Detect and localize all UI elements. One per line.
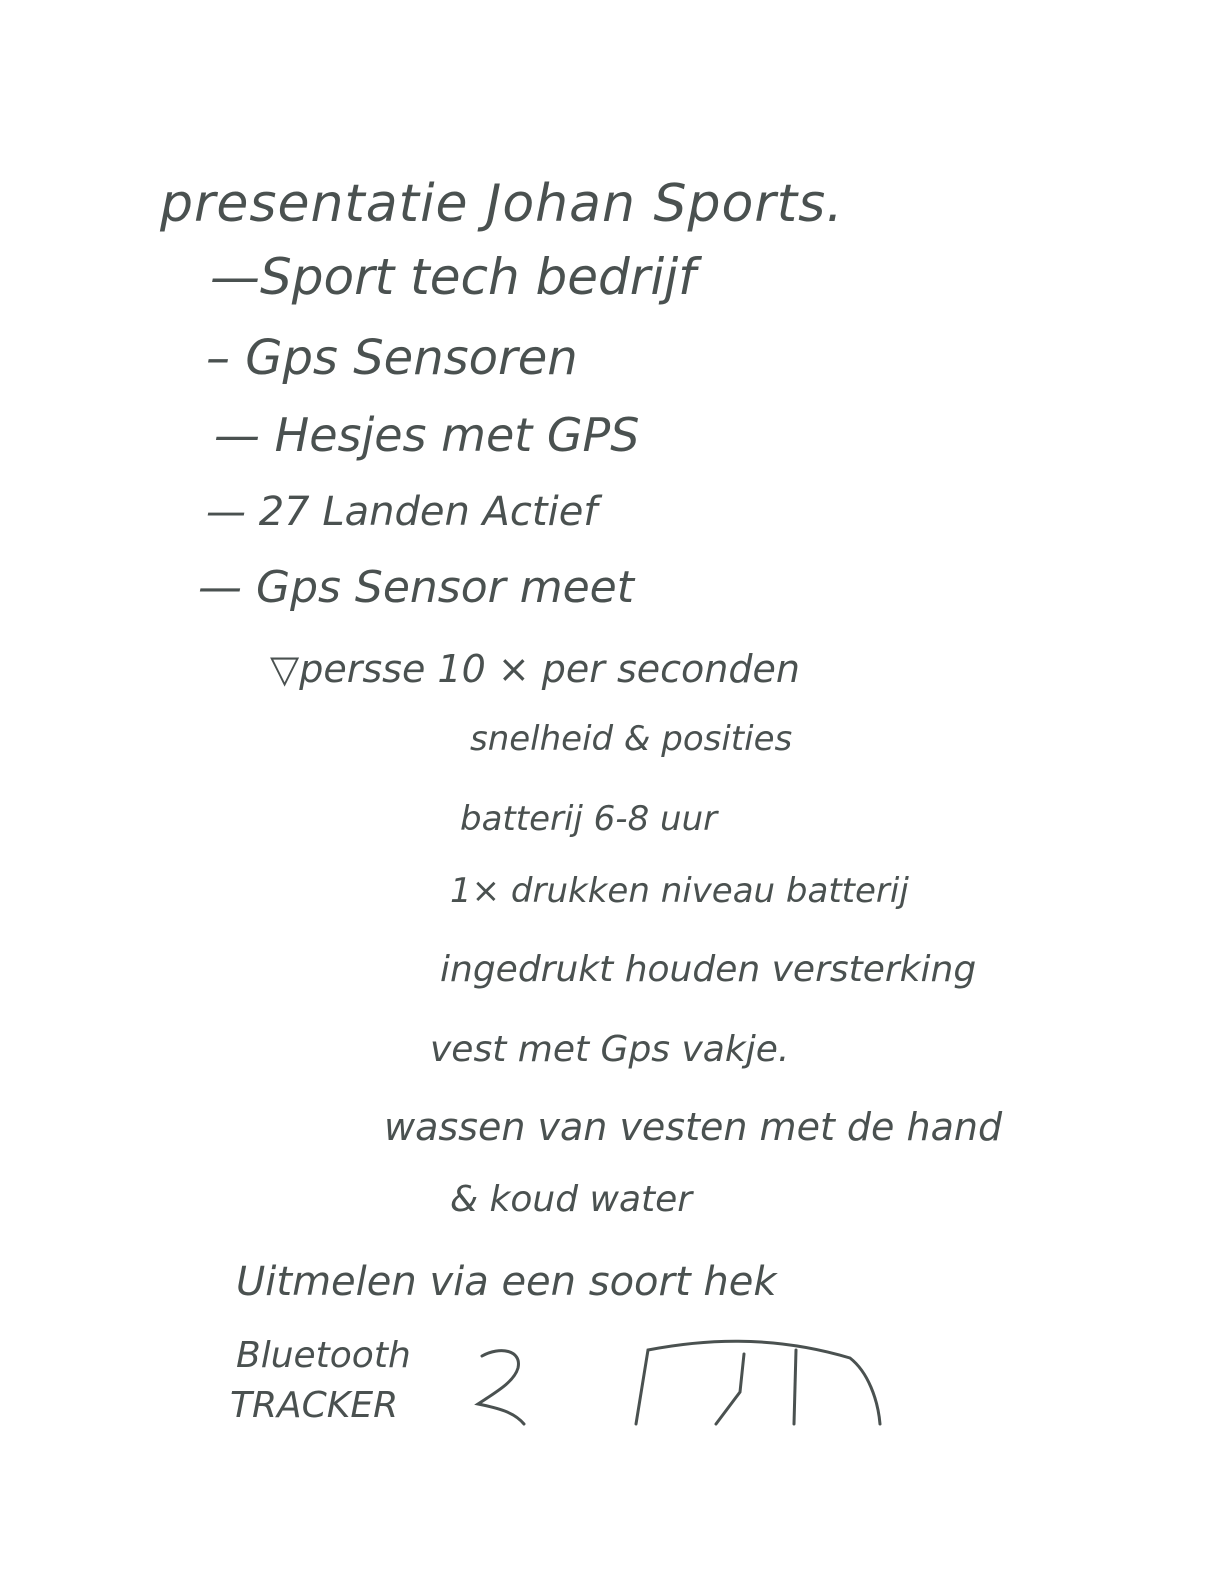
- bullet-item: – Gps Sensoren: [206, 330, 578, 386]
- sub-note-line: wassen van vesten met de hand: [384, 1105, 1003, 1149]
- bullet-item: — Gps Sensor meet: [198, 562, 634, 613]
- tracker-label: TRACKER: [230, 1385, 399, 1426]
- squiggle-mark: [478, 1351, 524, 1424]
- bullet-item: — 27 Landen Actief: [206, 489, 598, 535]
- note-title: presentatie Johan Sports.: [160, 174, 844, 234]
- sub-note-line: batterij 6-8 uur: [460, 799, 718, 839]
- sub-note-line: vest met Gps vakje.: [430, 1029, 790, 1070]
- sub-note-line: Uitmelen via een soort hek: [236, 1259, 777, 1305]
- gate-bar: [716, 1354, 744, 1424]
- bluetooth-label: Bluetooth: [236, 1335, 411, 1376]
- gate-frame: [636, 1341, 880, 1424]
- bullet-item: —Sport tech bedrijf: [210, 248, 696, 306]
- sub-note-line: ingedrukt houden versterking: [440, 949, 977, 990]
- sub-note-line: 1× drukken niveau batterij: [450, 871, 909, 911]
- bullet-item: — Hesjes met GPS: [214, 408, 640, 462]
- gate-bar: [794, 1350, 796, 1424]
- sub-note-line: snelheid & posities: [470, 719, 793, 759]
- sub-note-line: & koud water: [450, 1179, 693, 1220]
- sub-note-line: ▽persse 10 × per seconden: [270, 647, 800, 691]
